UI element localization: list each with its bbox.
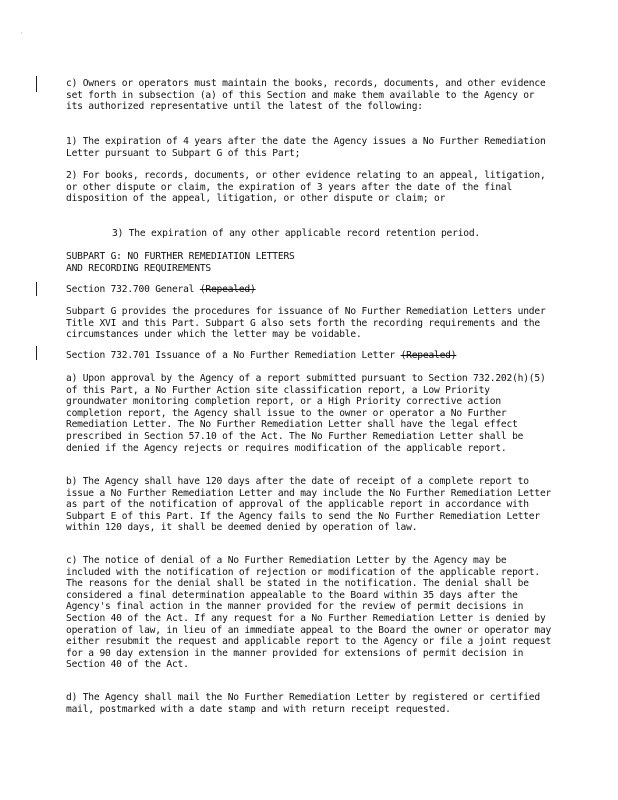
revision-bar	[36, 346, 37, 360]
section-701-title: Section 732.701 Issuance of a No Further Remediation Letter	[66, 350, 401, 361]
paragraph-a: a) Upon approval by the Agency of a report submitted pursuant to Section 732.202(h)(5) of this Part, a No Further Action site classification report, a Low Priority groundwater monitoring completion report, or a High Priority corrective action completion report, the Agency shall issue to the owner or operator a No Further Remediation Letter. The No Further Remediation Letter shall have the legal effect prescribed in Section 57.10 of the Act. The No Further Remediation Letter shall be denied if the Agency rejects or requires modification of the applicable report.	[66, 373, 546, 454]
paragraph-d: d) The Agency shall mail the No Further Remediation Letter by registered or certified mail, postmarked with a date stamp and with return receipt requested.	[66, 692, 540, 715]
list-item-3: 3) The expiration of any other applicable record retention period.	[112, 228, 481, 239]
section-701-heading	[66, 350, 552, 362]
list-item-1: 1) The expiration of 4 years after the date the Agency issues a No Further Remediation Letter pursuant to Subpart G of this Part;	[66, 136, 546, 159]
revision-bar	[36, 76, 37, 92]
section-701-repealed-struck: (Repealed)	[400, 350, 457, 361]
list-item-2: 2) For books, records, documents, or other evidence relating to an appeal, litigation, or other dispute or claim, the expiration of 3 years after the date of the final disposition of the appeal, litigation, or other dispute or claim; or	[66, 170, 546, 205]
section-700-title: Section 732.700 General	[66, 284, 200, 295]
page-speck: ·	[20, 30, 24, 37]
section-700-heading	[66, 284, 552, 296]
paragraph-c-intro: c) Owners or operators must maintain the books, records, documents, and other evidence set forth in subsection (a) of this Section and make them available to the Agency or its authorized representative until the latest of the following:	[66, 78, 546, 113]
subpart-heading-line-2: AND RECORDING REQUIREMENTS	[66, 263, 211, 274]
paragraph-c: c) The notice of denial of a No Further Remediation Letter by the Agency may be included with the notification of rejection or modification of the applicable report. The reasons for the denial shall be stated in the notification. The denial shall be considered a final determination appealable to the Board within 35 days after the Agency's final action in the manner provided for the review of permit decisions in Section 40 of the Act. If any request for a No Further Remediation Letter is denied by operation of law, in lieu of an immediate appeal to the Board the owner or operator may either resubmit the request and applicable report to the Agency or file a joint request for a 90 day extension in the manner provided for extensions of permit decision in Section 40 of the Act.	[66, 555, 552, 671]
paragraph-b: b) The Agency shall have 120 days after the date of receipt of a complete report to issue a No Further Remediation Letter and may include the No Further Remediation Letter as part of the notification of approval of the applicable report in accordance with Subpart E of this Part. If the Agency fails to send the No Further Remediation Letter within 120 days, it shall be deemed denied by operation of law.	[66, 476, 552, 534]
subpart-g-description: Subpart G provides the procedures for issuance of No Further Remediation Letters under Title XVI and this Part. Subpart G also sets forth the recording requirements and the circumstances under which the letter may be voidable.	[66, 306, 546, 341]
subpart-heading-line-1: SUBPART G: NO FURTHER REMEDIATION LETTERS	[66, 251, 295, 262]
revision-bar	[36, 282, 37, 296]
section-700-repealed-struck: (Repealed)	[199, 284, 256, 295]
